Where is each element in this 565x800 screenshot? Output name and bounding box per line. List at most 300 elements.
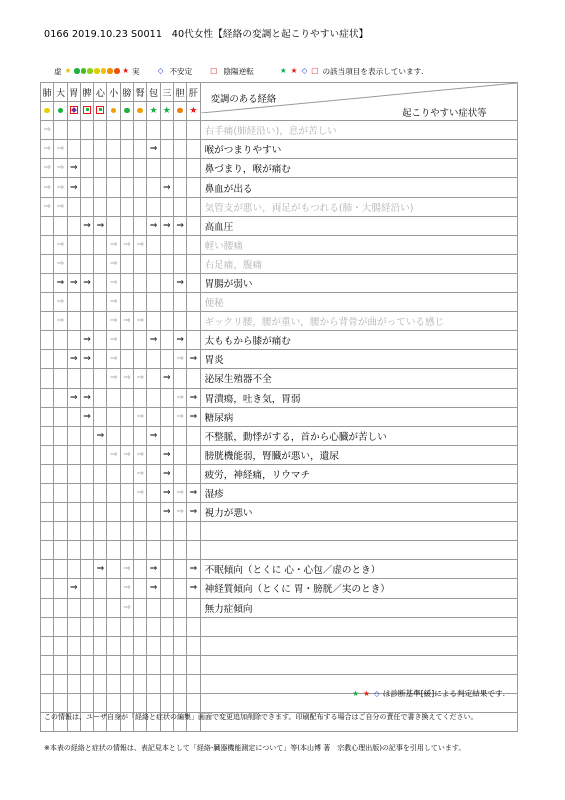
grid-cell — [107, 579, 120, 598]
grid-cell — [67, 140, 80, 159]
grid-cell — [173, 674, 186, 693]
grid-cell — [134, 121, 147, 140]
arrow-mark: ⇒ — [134, 312, 147, 331]
grid-cell — [54, 636, 67, 655]
grid-cell — [134, 579, 147, 598]
arrow-mark: ⇒ — [107, 369, 120, 388]
grid-cell — [147, 293, 160, 312]
grid-cell — [147, 464, 160, 483]
grid-cell — [120, 121, 133, 140]
arrow-mark: ⇒ — [54, 293, 67, 312]
grid-cell — [173, 312, 186, 331]
grid-cell — [120, 178, 133, 197]
legend-dot — [107, 68, 113, 74]
grid-cell — [80, 445, 93, 464]
legend-dot — [81, 68, 87, 74]
table-row — [41, 445, 518, 464]
arrow-mark: ⇒ — [147, 560, 160, 579]
star-icon-green: ★ — [279, 66, 287, 76]
arrow-mark: ⇒ — [80, 350, 93, 369]
table-header-meridian: 変調のある経絡 — [210, 94, 277, 105]
grid-cell — [54, 674, 67, 693]
grid-cell — [80, 579, 93, 598]
grid-cell — [187, 197, 200, 216]
arrow-mark: ⇒ — [120, 369, 133, 388]
grid-cell — [41, 464, 54, 483]
arrow-mark: ⇒ — [107, 350, 120, 369]
grid-cell — [147, 273, 160, 292]
grid-cell — [94, 674, 107, 693]
table-row — [41, 388, 518, 407]
grid-cell — [187, 598, 200, 617]
table-row — [41, 235, 518, 254]
diamond-icon: ◇ — [373, 688, 380, 698]
grid-cell — [173, 254, 186, 273]
star-icon: ★ — [160, 102, 173, 121]
grid-cell — [41, 331, 54, 350]
grid-cell — [160, 350, 173, 369]
grid-cell — [147, 159, 160, 178]
table-row — [41, 598, 518, 617]
grid-cell — [41, 483, 54, 502]
arrow-mark: ⇒ — [54, 273, 67, 292]
grid-cell — [94, 350, 107, 369]
grid-cell — [160, 426, 173, 445]
grid-cell — [147, 503, 160, 522]
grid-cell — [160, 655, 173, 674]
grid-cell — [160, 694, 173, 713]
grid-cell — [54, 369, 67, 388]
table-header-cell — [200, 83, 517, 121]
grid-cell — [134, 694, 147, 713]
grid-cell — [94, 140, 107, 159]
arrow-mark: ⇒ — [187, 503, 200, 522]
symptom-text: 太ももから膝が痛む — [200, 331, 517, 350]
grid-cell — [120, 350, 133, 369]
grid-cell — [160, 407, 173, 426]
arrow-mark: ⇒ — [147, 426, 160, 445]
grid-cell — [80, 464, 93, 483]
arrow-mark: ⇒ — [67, 388, 80, 407]
arrow-mark: ⇒ — [173, 331, 186, 350]
square-icon: □ — [210, 66, 218, 76]
column-header: 肺 — [41, 83, 54, 102]
grid-cell — [107, 388, 120, 407]
grid-cell — [94, 293, 107, 312]
legend-dot — [94, 68, 100, 74]
grid-cell — [160, 235, 173, 254]
grid-cell — [147, 407, 160, 426]
grid-cell — [173, 121, 186, 140]
grid-cell — [80, 178, 93, 197]
grid-cell — [147, 254, 160, 273]
grid-cell — [94, 407, 107, 426]
arrow-mark: ⇒ — [147, 140, 160, 159]
grid-cell — [54, 579, 67, 598]
grid-cell — [187, 674, 200, 693]
grid-cell — [173, 197, 186, 216]
grid-cell — [80, 369, 93, 388]
column-header: 小 — [107, 83, 120, 102]
grid-cell — [54, 388, 67, 407]
grid-cell — [120, 617, 133, 636]
arrow-mark: ⇒ — [67, 273, 80, 292]
grid-cell — [80, 522, 93, 541]
grid-cell — [54, 407, 67, 426]
footer-criteria — [352, 688, 505, 699]
grid-cell — [160, 312, 173, 331]
footer-criteria-text: は診断基準[緩]による判定結果です. — [382, 689, 505, 698]
grid-cell — [67, 445, 80, 464]
arrow-mark: ⇒ — [94, 216, 107, 235]
grid-cell — [54, 522, 67, 541]
grid-cell — [120, 503, 133, 522]
grid-cell — [147, 617, 160, 636]
grid-cell — [54, 617, 67, 636]
grid-cell — [134, 159, 147, 178]
grid-cell — [187, 254, 200, 273]
arrow-mark: ⇒ — [54, 159, 67, 178]
grid-cell — [80, 293, 93, 312]
grid-cell — [107, 541, 120, 560]
grid-cell — [107, 655, 120, 674]
symptom-text: 不整脈，動悸がする，首から心臓が苦しい — [200, 426, 517, 445]
grid-cell — [107, 598, 120, 617]
arrow-mark: ⇒ — [187, 560, 200, 579]
grid-cell — [94, 636, 107, 655]
arrow-mark: ⇒ — [94, 560, 107, 579]
meridian-table — [40, 82, 518, 732]
grid-cell — [67, 674, 80, 693]
grid-cell — [54, 464, 67, 483]
grid-cell — [94, 388, 107, 407]
grid-cell — [147, 445, 160, 464]
grid-cell — [187, 121, 200, 140]
grid-cell — [120, 197, 133, 216]
grid-cell — [134, 598, 147, 617]
column-header: 肝 — [187, 83, 200, 102]
grid-cell — [41, 541, 54, 560]
grid-cell — [173, 541, 186, 560]
grid-cell — [94, 312, 107, 331]
symptom-text: 胃腸が弱い — [200, 273, 517, 292]
column-header: 腎 — [134, 83, 147, 102]
grid-cell — [107, 503, 120, 522]
grid-cell — [54, 426, 67, 445]
table-row — [41, 541, 518, 560]
square-icon: □ — [311, 66, 319, 76]
grid-cell — [41, 445, 54, 464]
grid-cell — [134, 140, 147, 159]
arrow-mark: ⇒ — [160, 464, 173, 483]
grid-cell — [187, 636, 200, 655]
grid-cell — [80, 140, 93, 159]
table-row — [41, 140, 518, 159]
arrow-mark: ⇒ — [134, 464, 147, 483]
grid-cell — [173, 636, 186, 655]
legend-unstable: 不安定 — [169, 66, 193, 76]
grid-cell — [94, 331, 107, 350]
grid-cell — [67, 694, 80, 713]
grid-cell — [134, 216, 147, 235]
grid-cell — [173, 655, 186, 674]
grid-cell — [41, 655, 54, 674]
grid-cell — [41, 503, 54, 522]
symptom-text: 疲労，神経痛，リウマチ — [200, 464, 517, 483]
symptom-text: 気管支が悪い，両足がもつれる(肺・大腸経沿い) — [200, 197, 517, 216]
grid-cell — [41, 674, 54, 693]
grid-cell — [107, 140, 120, 159]
grid-cell — [134, 426, 147, 445]
grid-cell — [160, 159, 173, 178]
diamond-icon: ◇ — [301, 66, 308, 76]
grid-cell — [67, 426, 80, 445]
grid-cell — [147, 655, 160, 674]
grid-cell — [41, 617, 54, 636]
grid-cell — [80, 636, 93, 655]
arrow-mark: ⇒ — [120, 235, 133, 254]
grid-cell — [94, 235, 107, 254]
grid-cell — [147, 598, 160, 617]
grid-cell — [107, 178, 120, 197]
symptom-text: 鼻血が出る — [200, 178, 517, 197]
grid-cell — [134, 273, 147, 292]
arrow-mark: ⇒ — [187, 407, 200, 426]
grid-cell — [94, 369, 107, 388]
grid-cell — [187, 541, 200, 560]
grid-cell — [41, 426, 54, 445]
arrow-mark: ⇒ — [67, 178, 80, 197]
arrow-mark: ⇒ — [94, 426, 107, 445]
grid-cell — [54, 560, 67, 579]
grid-cell — [94, 178, 107, 197]
grid-cell — [173, 178, 186, 197]
grid-cell — [67, 293, 80, 312]
table-row — [41, 178, 518, 197]
grid-cell — [134, 178, 147, 197]
arrow-mark: ⇒ — [173, 407, 186, 426]
grid-cell — [80, 254, 93, 273]
grid-cell — [187, 369, 200, 388]
grid-cell — [173, 598, 186, 617]
arrow-mark: ⇒ — [80, 407, 93, 426]
grid-cell — [54, 121, 67, 140]
arrow-mark: ⇒ — [187, 579, 200, 598]
status-dot — [54, 102, 67, 121]
symptom-text: 泌尿生殖器不全 — [200, 369, 517, 388]
symptom-text: 湿疹 — [200, 483, 517, 502]
grid-cell — [80, 560, 93, 579]
grid-cell — [41, 579, 54, 598]
symptom-text: 右足痛，腹痛 — [200, 254, 517, 273]
grid-cell — [107, 674, 120, 693]
grid-cell — [94, 503, 107, 522]
grid-cell — [54, 655, 67, 674]
grid-cell — [134, 636, 147, 655]
grid-cell — [187, 694, 200, 713]
grid-cell — [41, 407, 54, 426]
column-header: 脾 — [80, 83, 93, 102]
grid-cell — [54, 598, 67, 617]
grid-cell — [173, 293, 186, 312]
arrow-mark: ⇒ — [54, 254, 67, 273]
grid-cell — [67, 522, 80, 541]
grid-cell — [187, 178, 200, 197]
grid-cell — [134, 254, 147, 273]
star-icon-red: ★ — [122, 66, 130, 76]
table-row — [41, 350, 518, 369]
table-row — [41, 254, 518, 273]
grid-cell — [160, 254, 173, 273]
grid-cell — [134, 293, 147, 312]
grid-cell — [80, 655, 93, 674]
grid-cell — [187, 159, 200, 178]
arrow-mark: ⇒ — [160, 178, 173, 197]
grid-cell — [120, 541, 133, 560]
grid-cell — [120, 140, 133, 159]
grid-cell — [94, 445, 107, 464]
grid-cell — [107, 522, 120, 541]
grid-cell — [147, 388, 160, 407]
grid-cell — [120, 273, 133, 292]
grid-cell — [80, 483, 93, 502]
grid-cell — [147, 522, 160, 541]
table-row — [41, 273, 518, 292]
arrow-mark: ⇒ — [187, 350, 200, 369]
arrow-mark: ⇒ — [41, 121, 54, 140]
arrow-mark: ⇒ — [134, 235, 147, 254]
status-dot — [41, 102, 54, 121]
grid-cell — [41, 369, 54, 388]
grid-cell — [160, 293, 173, 312]
arrow-mark: ⇒ — [120, 445, 133, 464]
grid-cell — [120, 216, 133, 235]
grid-cell — [187, 522, 200, 541]
legend-dot — [87, 68, 93, 74]
arrow-mark: ⇒ — [80, 273, 93, 292]
column-header: 膀 — [120, 83, 133, 102]
grid-cell — [80, 159, 93, 178]
arrow-mark: ⇒ — [67, 159, 80, 178]
grid-cell — [80, 694, 93, 713]
grid-cell — [173, 522, 186, 541]
grid-cell — [80, 541, 93, 560]
arrow-mark: ⇒ — [80, 331, 93, 350]
grid-cell — [94, 598, 107, 617]
symptom-text: 軽い腰痛 — [200, 235, 517, 254]
grid-cell — [160, 541, 173, 560]
column-header: 三 — [160, 83, 173, 102]
symptom-text: 高血圧 — [200, 216, 517, 235]
grid-cell — [134, 655, 147, 674]
arrow-mark: ⇒ — [54, 312, 67, 331]
arrow-mark: ⇒ — [173, 216, 186, 235]
grid-cell — [173, 694, 186, 713]
grid-cell — [41, 694, 54, 713]
table-row — [41, 636, 518, 655]
grid-cell — [134, 197, 147, 216]
grid-cell — [160, 598, 173, 617]
grid-cell — [107, 159, 120, 178]
grid-cell — [94, 579, 107, 598]
grid-cell — [173, 426, 186, 445]
status-dot — [134, 102, 147, 121]
grid-cell — [134, 541, 147, 560]
grid-cell — [80, 598, 93, 617]
arrow-mark: ⇒ — [107, 312, 120, 331]
symptom-text: 不眠傾向（とくに 心・心包／虚のとき） — [200, 560, 517, 579]
grid-cell — [147, 121, 160, 140]
arrow-mark: ⇒ — [107, 273, 120, 292]
table-row — [41, 293, 518, 312]
grid-cell — [41, 598, 54, 617]
legend-jitsu: 実 — [132, 66, 140, 76]
legend-dot — [101, 68, 107, 74]
grid-cell — [41, 388, 54, 407]
status-dot — [120, 102, 133, 121]
grid-cell — [94, 617, 107, 636]
grid-cell — [41, 216, 54, 235]
grid-cell — [147, 541, 160, 560]
grid-cell — [107, 426, 120, 445]
grid-cell — [41, 293, 54, 312]
grid-cell — [80, 312, 93, 331]
grid-cell — [187, 617, 200, 636]
table-row — [41, 407, 518, 426]
symptom-text: 糖尿病 — [200, 407, 517, 426]
grid-cell — [160, 121, 173, 140]
grid-cell — [187, 235, 200, 254]
grid-cell — [67, 235, 80, 254]
grid-cell — [67, 121, 80, 140]
arrow-mark: ⇒ — [120, 312, 133, 331]
grid-cell — [120, 254, 133, 273]
arrow-mark: ⇒ — [147, 331, 160, 350]
square-box-icon — [80, 102, 93, 121]
grid-cell — [80, 197, 93, 216]
arrow-mark: ⇒ — [54, 140, 67, 159]
grid-cell — [187, 464, 200, 483]
grid-cell — [94, 464, 107, 483]
symptom-text: 胃炎 — [200, 350, 517, 369]
column-header-row — [41, 83, 518, 102]
grid-cell — [107, 617, 120, 636]
grid-cell — [134, 350, 147, 369]
grid-cell — [160, 636, 173, 655]
diamond-icon: ◇ — [157, 66, 164, 76]
grid-cell — [173, 445, 186, 464]
table-row — [41, 159, 518, 178]
grid-cell — [107, 121, 120, 140]
arrow-mark: ⇒ — [41, 197, 54, 216]
grid-cell — [187, 655, 200, 674]
legend-dot — [114, 68, 120, 74]
grid-cell — [54, 694, 67, 713]
diamond-box-icon — [67, 102, 80, 121]
table-row — [41, 312, 518, 331]
symptom-text: ギックリ腰，腰が重い，腰から背骨が曲がっている感じ — [200, 312, 517, 331]
grid-cell — [187, 273, 200, 292]
arrow-mark: ⇒ — [134, 369, 147, 388]
grid-cell — [41, 636, 54, 655]
star-icon: ★ — [147, 102, 160, 121]
grid-cell — [67, 254, 80, 273]
grid-cell — [67, 541, 80, 560]
grid-cell — [120, 407, 133, 426]
grid-cell — [160, 331, 173, 350]
column-header: 胆 — [173, 83, 186, 102]
grid-cell — [107, 216, 120, 235]
